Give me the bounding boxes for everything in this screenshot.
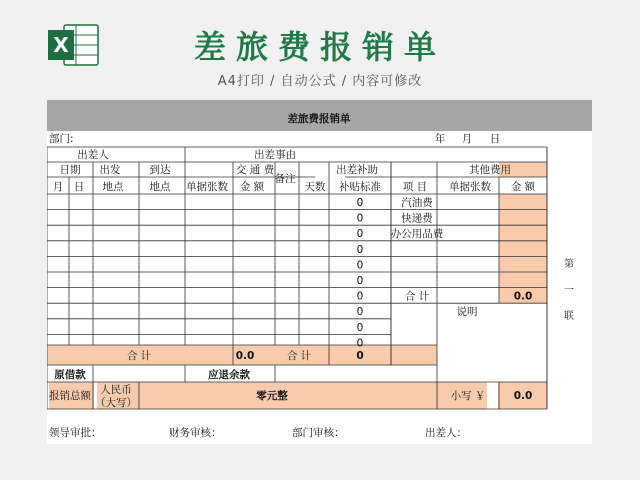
dept-label: 部门: [49,133,74,145]
col-arrive: 到达 [149,164,171,176]
rmb-label: 人民币 [100,384,132,396]
subsidy-value: 0 [356,212,364,225]
col-place1: 地点 [102,181,124,193]
subsidy-value: 0 [356,228,364,241]
sign-finance: 财务审核： [169,427,222,439]
svg-text:X: X [53,33,69,57]
col-amount2: 金 额 [510,181,536,193]
total-label: 合 计 [126,350,152,362]
amount-words: 零元整 [256,390,288,402]
col-standard: 补贴标准 [339,181,381,193]
col-remarks: 备注 [274,173,296,185]
other-amount-cell [499,210,547,226]
other-item-label: 办公用品费 [390,228,444,241]
subsidy-value: 0 [356,197,364,209]
date-year: 年 [434,133,446,145]
col-days: 天数 [304,181,326,193]
form-table [47,100,592,444]
col-date: 日期 [59,164,81,176]
other-amount-cell [499,256,547,272]
col-receipts: 单据张数 [186,181,228,193]
copy-label: 第 一 联 [564,259,574,322]
other-amount-cell [499,194,547,210]
reimb-label: 报销总额 [49,390,91,402]
note-label: 说明 [456,306,478,319]
subsidy-value: 0 [356,243,364,256]
col-depart: 出发 [99,164,121,176]
other-total-value: 0.0 [513,290,533,303]
col-item: 项 目 [402,181,428,193]
small-label: 小写 ￥ [450,390,486,402]
col-reason: 出差事由 [254,149,296,161]
subsidy-value: 0 [356,290,364,303]
subsidy-value: 0 [356,337,364,350]
col-subsidy: 出差补助 [336,164,378,176]
transport-total: 0.0 [235,350,255,362]
subsidy-value: 0 [356,321,364,334]
page-subtitle: A4打印 / 自动公式 / 内容可修改 [217,74,423,89]
subsidy-total: 0 [356,350,364,362]
subsidy-total-label: 合 计 [286,350,312,362]
col-place2: 地点 [149,181,171,193]
col-traveler: 出差人 [77,149,109,161]
other-amount-cell [499,241,547,257]
date-month: 月 [461,133,473,145]
page-title: 差旅费报销单 [193,28,446,66]
rmb-caps-label: （大写） [95,397,137,409]
col-other: 其他费用 [469,164,511,176]
col-month: 月 [52,181,64,193]
other-item-label: 快递费 [401,212,433,225]
col-transport: 交 通 费 [235,164,275,176]
sign-leader: 领导审批： [49,427,102,439]
small-value: 0.0 [513,390,533,402]
other-amount-cell [499,225,547,241]
form-banner-title: 差旅费报销单 [287,113,351,125]
col-receipts2: 单据张数 [449,181,491,193]
other-item-label: 汽油费 [401,197,433,209]
subsidy-value: 0 [356,259,364,272]
advance-label: 原借款 [54,369,86,381]
reimbursement-form [47,100,592,444]
subsidy-value: 0 [356,275,364,287]
subsidy-value: 0 [356,306,364,319]
sign-dept: 部门审核： [292,427,345,439]
other-total-label: 合 计 [404,290,430,303]
other-amount-cell [499,272,547,288]
col-day: 日 [73,181,85,193]
refund-label: 应退余款 [208,369,250,381]
page-header [0,0,640,100]
sign-traveler: 出差人： [425,427,467,439]
date-day: 日 [489,133,501,145]
col-amount: 金 额 [239,181,265,193]
